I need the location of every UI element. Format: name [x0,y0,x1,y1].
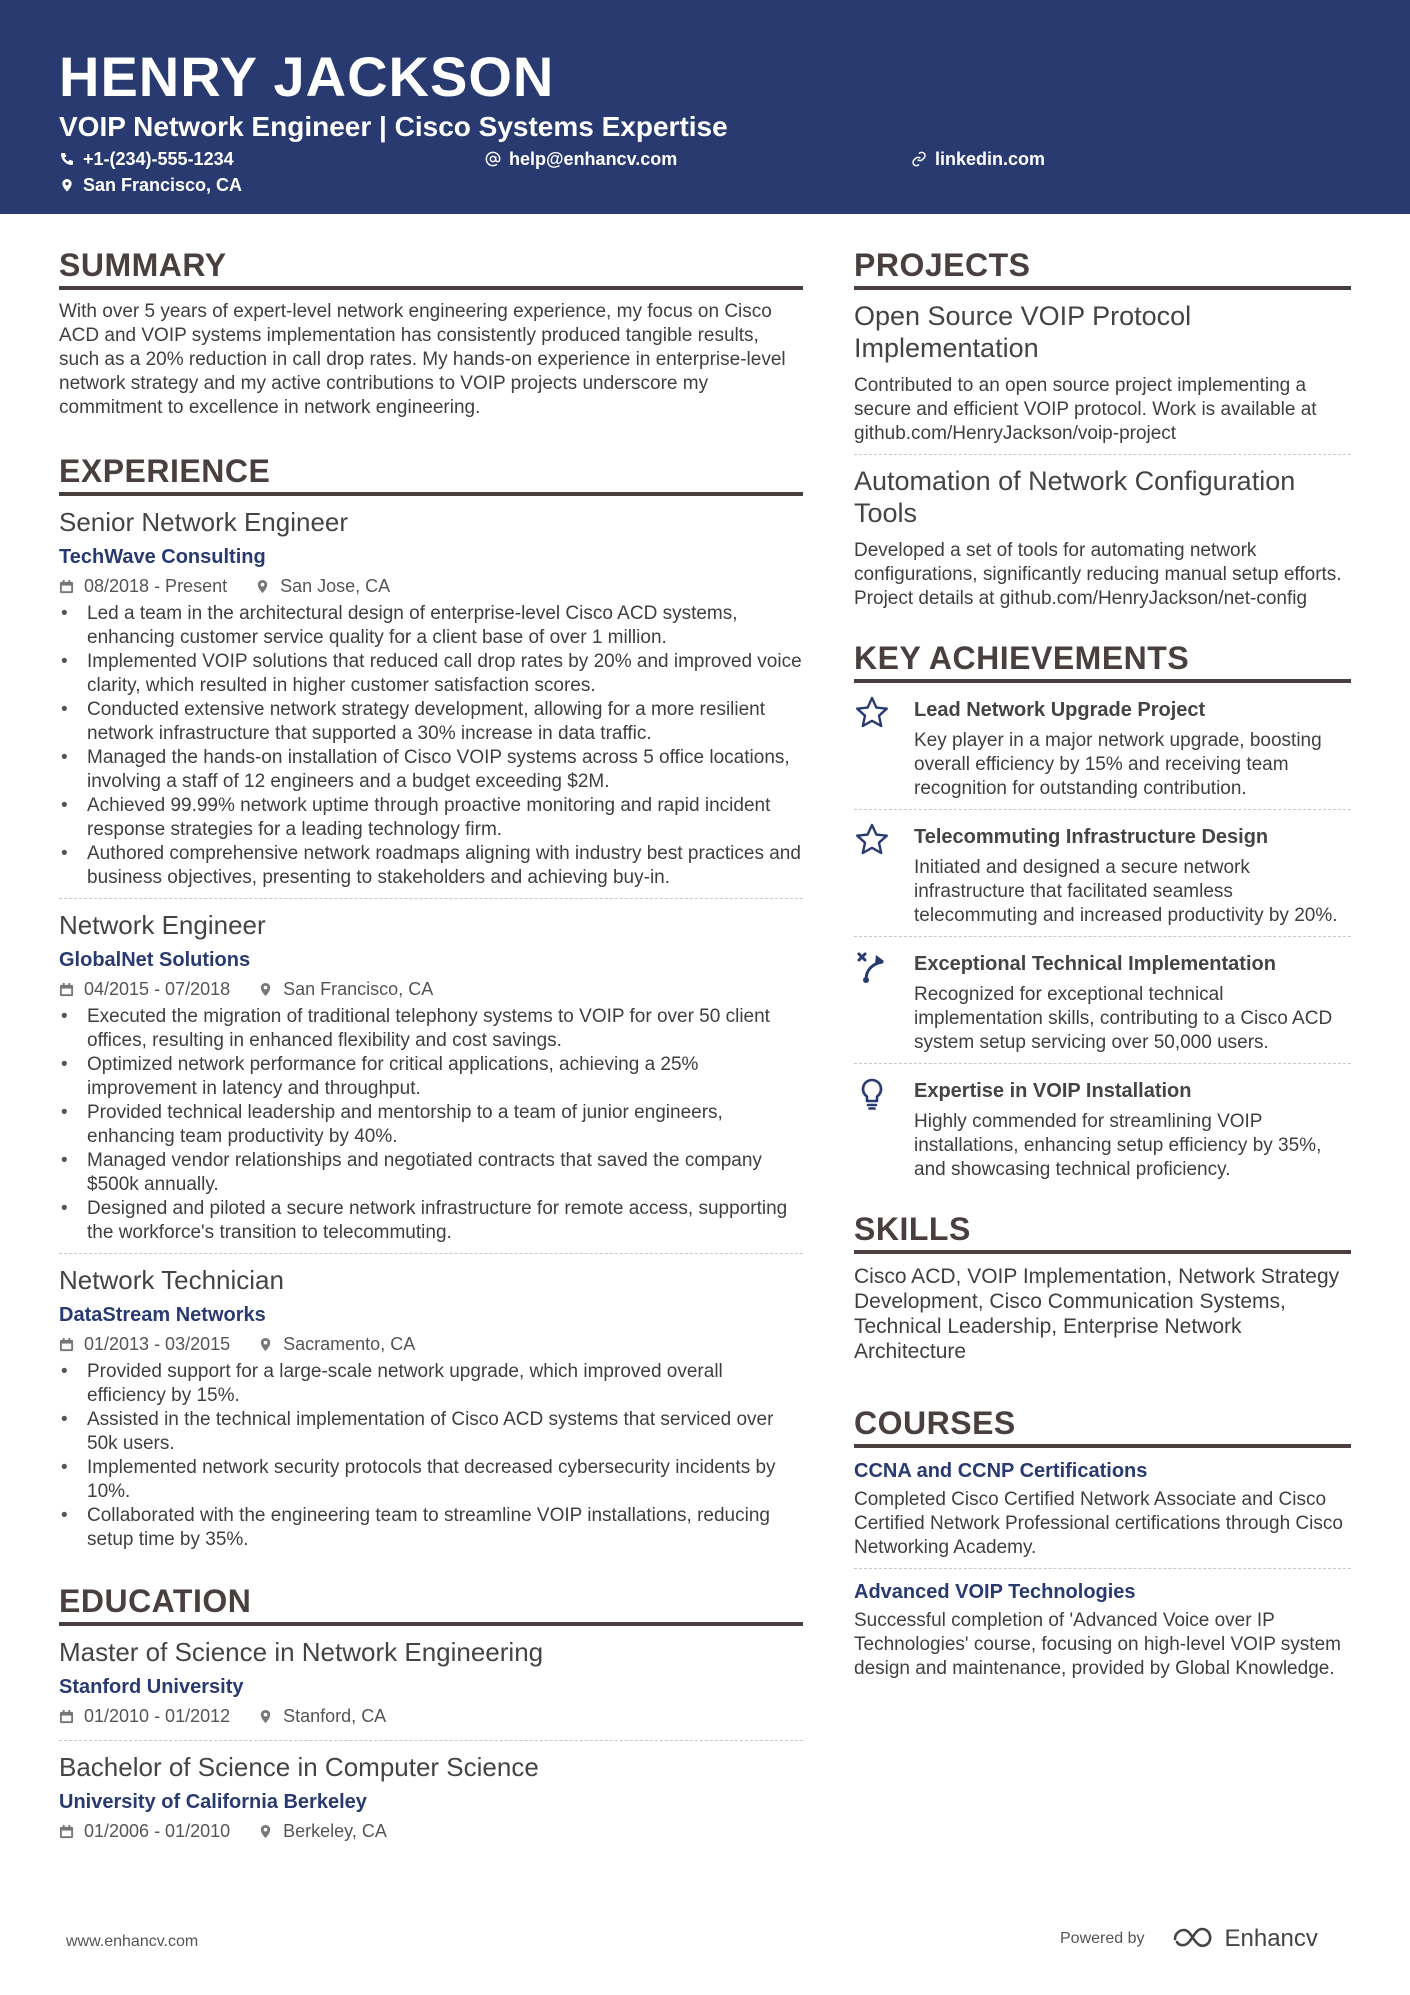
email-text: help@enhancv.com [509,149,678,169]
summary-text: With over 5 years of expert-level network engineering experience, my focus on Cisco ACD and VOIP systems implementation has consistently produced tangible results, such as a 20% reduction in call drop rates. My hands-on experience in enterprise-level network strategy and my active contributions to VOIP projects underscore my commitment to excellence in network engineering. [59,301,786,418]
at-icon [485,151,501,167]
job-dates [59,574,227,598]
education-meta [59,1819,803,1843]
course-title: CCNA and CCNP Certifications [854,1460,1148,1482]
company-name: DataStream Networks [59,1304,266,1326]
contact-location [59,173,242,197]
contact-email[interactable] [485,147,677,171]
school-name: University of California Berkeley [59,1791,367,1813]
job-title: Senior Network Engineer [59,507,349,537]
link-icon [911,151,927,167]
job-dates [59,1332,230,1356]
job-bullets [59,602,803,890]
education-dates [59,1704,230,1728]
education-entry [59,1636,803,1741]
list-item: • Provided technical leadership and mentorship to a team of junior engineers, enhancing team productivity by 40%. [59,1101,803,1149]
job-dates-text: 08/2018 - Present [84,576,228,596]
job-meta [59,1332,803,1356]
list-item: • Optimized network performance for critical applications, achieving a 25% improvement in latency and throughput. [59,1053,803,1101]
job-dates-text: 01/2013 - 03/2015 [84,1334,231,1354]
achievement-description: Key player in a major network upgrade, boosting overall efficiency by 15% and receiving team recognition for outstanding contribution. [914,730,1322,799]
job-location-text: San Francisco, CA [283,979,434,999]
location-pin-icon [59,177,75,193]
calendar-icon [59,1337,74,1352]
education-entry [59,1751,803,1855]
calendar-icon [59,1709,74,1724]
course-description: Successful completion of 'Advanced Voice over IP Technologies' course, focusing on high-level VOIP system design and maintenance, provided by Global Knowledge. [854,1610,1341,1679]
calendar-icon [59,579,74,594]
list-item: • Implemented VOIP solutions that reduced call drop rates by 20% and improved voice clarity, which resulted in higher customer satisfaction scores. [59,650,803,698]
summary-heading: SUMMARY [59,246,803,290]
list-item: • Assisted in the technical implementation of Cisco ACD systems that serviced over 50k users. [59,1408,803,1456]
left-column [59,246,803,1855]
list-item: • Managed vendor relationships and negotiated contracts that saved the company $500k annually. [59,1149,803,1197]
job-bullets [59,1005,803,1245]
star-icon [854,695,890,731]
projects-section [854,246,1351,619]
job-location [258,1332,415,1356]
achievement-description: Recognized for exceptional technical implementation skills, contributing to a Cisco ACD system setup servicing over 50,000 users. [914,984,1333,1053]
education-location [258,1704,386,1728]
project-title: Automation of Network Configuration Tools [854,466,1296,528]
phone-icon [59,151,75,167]
location-pin-icon [255,579,270,594]
courses-heading: COURSES [854,1404,1351,1448]
candidate-name: HENRY JACKSON [59,45,555,108]
list-item: • Provided support for a large-scale network upgrade, which improved overall efficiency by 15%. [59,1360,803,1408]
linkedin-text: linkedin.com [935,149,1046,169]
experience-entry [59,506,803,899]
experience-entry [59,909,803,1254]
contact-phone[interactable] [59,147,234,171]
company-name: GlobalNet Solutions [59,949,251,971]
star-icon [854,822,890,858]
enhancv-logo[interactable] [1171,1925,1318,1953]
achievement-title: Expertise in VOIP Installation [914,1080,1192,1102]
phone-text: +1-(234)-555-1234 [83,149,234,169]
education-heading: EDUCATION [59,1582,803,1626]
achievements-section [854,639,1351,1190]
job-dates [59,977,230,1001]
project-entry [854,465,1351,619]
job-location [258,977,433,1001]
job-title: Network Engineer [59,910,266,940]
achievement-description: Highly commended for streamlining VOIP installations, enhancing setup efficiency by 35%, and showcasing technical proficiency. [914,1111,1322,1180]
projects-heading: PROJECTS [854,246,1351,290]
project-description: Developed a set of tools for automating network configurations, significantly reducing manual setup efforts. Project details at github.com/HenryJackson/net-config [854,540,1342,609]
achievement-entry [854,820,1351,937]
project-description: Contributed to an open source project implementing a secure and efficient VOIP protocol. Work is available at github.com/HenryJackson/voip-project [854,375,1317,444]
degree-title: Bachelor of Science in Computer Science [59,1752,539,1782]
skills-text: Cisco ACD, VOIP Implementation, Network Strategy Development, Cisco Communication Systems, Technical Leadership, Enterprise Network Architecture [854,1265,1340,1363]
resume-header [0,0,1410,214]
list-item: • Implemented network security protocols that decreased cybersecurity incidents by 10%. [59,1456,803,1504]
education-dates [59,1819,230,1843]
calendar-icon [59,1824,74,1839]
summary-section [59,246,803,420]
brand-name: Enhancv [1224,1925,1318,1952]
enhancv-logo-icon [1171,1925,1219,1953]
list-item: • Executed the migration of traditional telephony systems to VOIP for over 50 client offices, resulting in enhanced flexibility and cost savings. [59,1005,803,1053]
calendar-icon [59,982,74,997]
achievement-title: Exceptional Technical Implementation [914,953,1276,975]
list-item: • Achieved 99.99% network uptime through proactive monitoring and rapid incident response strategies for a leading technology firm. [59,794,803,842]
footer-branding [1060,1925,1318,1953]
project-entry [854,300,1351,455]
course-title: Advanced VOIP Technologies [854,1581,1136,1603]
courses-section [854,1404,1351,1689]
job-meta [59,574,803,598]
education-dates-text: 01/2010 - 01/2012 [84,1706,231,1726]
skills-section [854,1210,1351,1364]
job-location-text: Sacramento, CA [283,1334,416,1354]
experience-section [59,452,803,1560]
job-dates-text: 04/2015 - 07/2018 [84,979,231,999]
experience-heading: EXPERIENCE [59,452,803,496]
course-description: Completed Cisco Certified Network Associate and Cisco Certified Network Professional certifications through Cisco Networking Academy. [854,1489,1343,1558]
project-title: Open Source VOIP Protocol Implementation [854,301,1192,363]
strategy-icon [854,949,890,985]
location-text: San Francisco, CA [83,175,243,195]
list-item: • Managed the hands-on installation of Cisco VOIP systems across 5 office locations, involving a staff of 12 engineers and a budget exceeding $2M. [59,746,803,794]
footer-website[interactable]: www.enhancv.com [66,1933,199,1950]
powered-by-label: Powered by [1060,1930,1145,1947]
job-meta [59,977,803,1001]
lightbulb-icon [854,1076,890,1112]
location-pin-icon [258,1337,273,1352]
job-location [255,574,390,598]
achievement-title: Telecommuting Infrastructure Design [914,826,1269,848]
education-section [59,1582,803,1855]
achievement-entry [854,947,1351,1064]
candidate-headline: VOIP Network Engineer | Cisco Systems Expertise [59,111,728,142]
degree-title: Master of Science in Network Engineering [59,1637,544,1667]
right-column [854,246,1351,1689]
achievements-heading: KEY ACHIEVEMENTS [854,639,1351,683]
location-pin-icon [258,982,273,997]
job-location-text: San Jose, CA [280,576,391,596]
education-meta [59,1704,803,1728]
list-item: • Collaborated with the engineering team to streamline VOIP installations, reducing setup time by 35%. [59,1504,803,1552]
location-pin-icon [258,1709,273,1724]
list-item: • Authored comprehensive network roadmaps aligning with industry best practices and business objectives, presenting to stakeholders and achieving buy-in. [59,842,803,890]
job-bullets [59,1360,803,1552]
achievement-entry [854,693,1351,810]
skills-heading: SKILLS [854,1210,1351,1254]
location-pin-icon [258,1824,273,1839]
education-location-text: Berkeley, CA [283,1821,387,1841]
achievement-title: Lead Network Upgrade Project [914,699,1206,721]
job-title: Network Technician [59,1265,284,1295]
achievement-description: Initiated and designed a secure network infrastructure that facilitated seamless telecommuting and increased productivity by 20%. [914,857,1338,926]
experience-entry [59,1264,803,1560]
education-location [258,1819,387,1843]
achievement-entry [854,1074,1351,1190]
list-item: • Led a team in the architectural design of enterprise-level Cisco ACD systems, enhancing customer service quality for a client base of over 1 million. [59,602,803,650]
contact-linkedin[interactable] [911,147,1045,171]
company-name: TechWave Consulting [59,546,266,568]
list-item: • Designed and piloted a secure network infrastructure for remote access, supporting the workforce's transition to telecommuting. [59,1197,803,1245]
school-name: Stanford University [59,1676,244,1698]
course-entry [854,1458,1351,1569]
list-item: • Conducted extensive network strategy development, allowing for a more resilient network infrastructure that supported a 30% increase in data traffic. [59,698,803,746]
course-entry [854,1579,1351,1689]
education-location-text: Stanford, CA [283,1706,387,1726]
education-dates-text: 01/2006 - 01/2010 [84,1821,231,1841]
